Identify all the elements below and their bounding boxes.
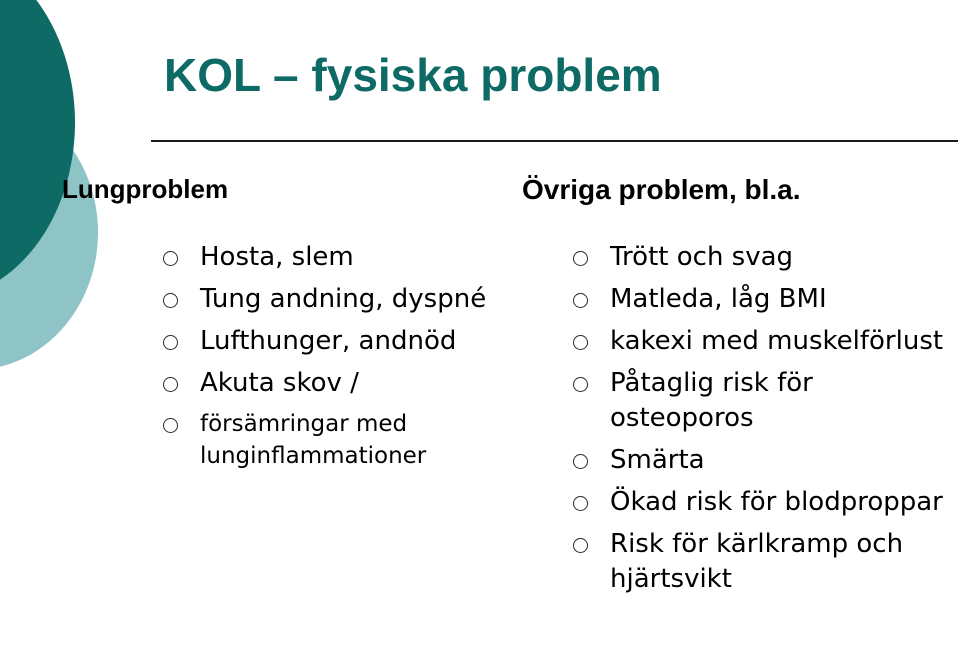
list-item-text: kakexi med muskelförlust	[610, 326, 944, 356]
hollow-circle-bullet-icon	[573, 538, 588, 553]
list-item-text: Tung andning, dyspné	[200, 284, 487, 314]
list-item	[573, 485, 958, 520]
list-item-text: Ökad risk för blodproppar	[610, 487, 943, 517]
hollow-circle-bullet-icon	[163, 293, 178, 308]
list-item-text: Risk för kärlkramp och hjärtsvikt	[610, 529, 904, 594]
hollow-circle-bullet-icon	[573, 335, 588, 350]
list-item-text: Hosta, slem	[200, 242, 354, 272]
hollow-circle-bullet-icon	[163, 251, 178, 266]
list-item	[573, 240, 958, 275]
list-item	[573, 324, 958, 359]
hollow-circle-bullet-icon	[163, 335, 178, 350]
hollow-circle-bullet-icon	[573, 251, 588, 266]
right-column-heading: Övriga problem, bl.a.	[522, 174, 801, 205]
list-item-text: Smärta	[610, 445, 705, 475]
list-item	[163, 282, 543, 317]
hollow-circle-bullet-icon	[573, 496, 588, 511]
title-part-2: fysiska	[311, 49, 468, 101]
list-item-text: försämringar med lunginflammationer	[200, 411, 427, 469]
list-item-text: Matleda, låg BMI	[610, 284, 827, 314]
list-item	[573, 443, 958, 478]
list-item	[573, 527, 958, 597]
list-item	[573, 366, 958, 436]
left-column-heading: Lungproblem	[62, 174, 229, 204]
list-item	[163, 408, 543, 472]
list-item-text: Lufthunger, andnöd	[200, 326, 457, 356]
hollow-circle-bullet-icon	[573, 454, 588, 469]
list-item	[573, 282, 958, 317]
slide-title	[164, 50, 662, 101]
hollow-circle-bullet-icon	[163, 377, 178, 392]
title-part-3: problem	[467, 49, 662, 101]
right-bullet-list	[573, 240, 958, 604]
list-item	[163, 366, 543, 401]
title-part-1: KOL –	[164, 49, 312, 101]
hollow-circle-bullet-icon	[163, 418, 178, 433]
list-item	[163, 240, 543, 275]
list-item-text: Akuta skov /	[200, 368, 359, 398]
list-item-text: Trött och svag	[610, 242, 794, 272]
list-item-text: Påtaglig risk för osteoporos	[610, 368, 813, 433]
list-item	[163, 324, 543, 359]
hollow-circle-bullet-icon	[573, 293, 588, 308]
title-divider	[151, 140, 958, 142]
hollow-circle-bullet-icon	[573, 377, 588, 392]
left-bullet-list	[163, 240, 543, 479]
